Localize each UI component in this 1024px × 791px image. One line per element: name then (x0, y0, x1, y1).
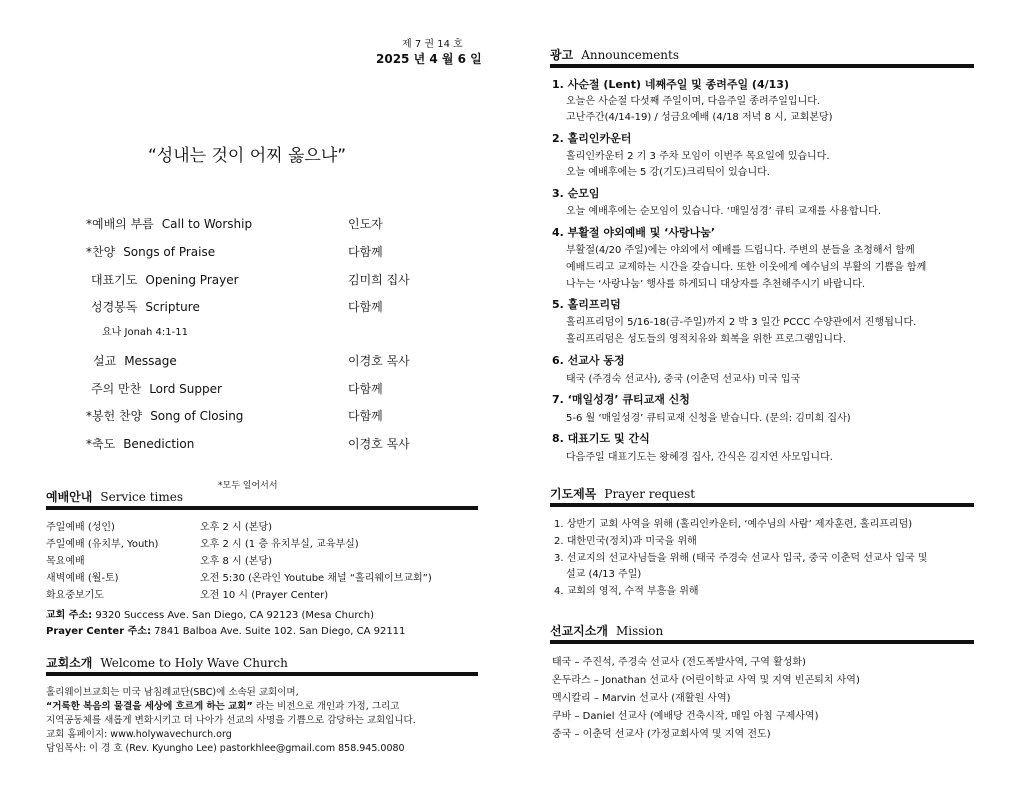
mission-item: 멕시칼리 – Marvin 선교사 (재활원 사역) (552, 693, 731, 704)
order-item-leader: 다함께 (348, 409, 383, 423)
announcement-title: 2. 홀리인카운터 (552, 132, 632, 145)
service-times-header-ko: 예배안내 (46, 490, 93, 504)
mission-item: 온두라스 – Jonathan 선교사 (어린이학교 사역 및 지역 빈곤퇴치 사역) (552, 675, 860, 686)
order-item-leader: 김미희 집사 (348, 273, 410, 287)
mission-item: 태국 – 주진석, 주경숙 선교사 (전도폭발사역, 구역 활성화) (552, 657, 806, 668)
order-row (91, 298, 451, 316)
order-item-en: Songs of Praise (123, 245, 216, 259)
welcome-header (46, 654, 288, 671)
section-divider (550, 640, 974, 644)
service-name: 목요예배 (46, 556, 85, 567)
order-row (93, 352, 453, 370)
mission-item: 중국 – 이춘덕 선교사 (가정교회사역 및 지역 전도) (552, 729, 771, 740)
service-time: 오후 2 시 (본당) (200, 522, 273, 533)
prayer-item: 설교 (4/13 주일) (566, 569, 642, 580)
service-name: 새벽예배 (월-토) (46, 573, 119, 584)
service-row (46, 552, 273, 567)
service-time: 오전 10 시 (Prayer Center) (200, 590, 329, 601)
order-item-en: Opening Prayer (145, 273, 239, 287)
church-address-text: 9320 Success Ave. San Diego, CA 92123 (Mesa Church) (95, 610, 374, 621)
order-item-ko: 설교 (93, 354, 117, 368)
order-item-ko: *축도 (86, 437, 116, 451)
church-address (46, 606, 374, 621)
prayer-item: 1. 상반기 교회 사역을 위해 (홀리인카운터, ‘예수님의 사람’ 제자훈련, 홀리프리덤) (554, 519, 913, 530)
mission-header-en: Mission (615, 624, 664, 638)
order-item-en: Lord Supper (149, 382, 222, 396)
order-row (86, 407, 446, 425)
order-item-en: Message (124, 354, 177, 368)
announcement-title: 5. 홀리프리덤 (552, 298, 621, 311)
announcement-text: 부활절(4/20 주일)에는 야외에서 예배를 드립니다. 주변의 분들을 초청해서 함께 (566, 245, 915, 256)
prayer-item: 3. 선교지의 선교사님들을 위해 (태국 주경숙 선교사 입국, 중국 이춘덕 선교사 입국 및 (554, 553, 928, 564)
welcome-text: 홀리웨이브교회는 미국 남침례교단(SBC)에 소속된 교회이며, (46, 687, 299, 698)
service-row (46, 586, 329, 601)
announcement-title: 3. 순모임 (552, 187, 600, 200)
order-item-en: Benediction (123, 437, 195, 451)
section-divider (46, 506, 478, 510)
announcement-text: 5-6 월 ‘매일성경’ 큐티교재 신청을 받습니다. (문의: 김미희 집사) (566, 413, 851, 424)
mission-item: 쿠바 – Daniel 선교사 (예배당 건축시작, 매일 아침 구제사역) (552, 711, 819, 722)
order-item-ko: *예배의 부름 (86, 217, 154, 231)
church-address-label: 교회 주소: (46, 610, 93, 621)
prayer-item: 4. 교회의 영적, 수적 부흥을 위해 (554, 586, 699, 597)
announcement-title: 6. 선교사 동정 (552, 354, 625, 367)
welcome-header-ko: 교회소개 (46, 656, 93, 670)
welcome-text: 지역공동체를 새롭게 변화시키고 더 나아가 선교의 사명을 기쁨으로 감당하는 교회입니다. (46, 715, 416, 726)
order-item-leader: 다함께 (348, 300, 383, 314)
prayer-header (550, 485, 695, 502)
standing-note: *모두 일어서서 (218, 481, 278, 491)
announcement-text: 다음주일 대표기도는 왕혜경 집사, 간식은 김지연 사모입니다. (566, 452, 833, 463)
prayer-center-address-text: 7841 Balboa Ave. Suite 102. San Diego, CA 92111 (154, 626, 406, 637)
section-divider (550, 64, 974, 68)
church-homepage: 교회 홈페이지: www.holywavechurch.org (46, 729, 232, 740)
order-row (91, 271, 451, 289)
service-name: 주일예배 (성인) (46, 522, 115, 533)
announcement-text: 홀리프리덤이 5/16-18(금-주일)까지 2 박 3 일간 PCCC 수양관에서 진행됩니다. (566, 317, 917, 328)
order-row (86, 243, 446, 261)
order-row (86, 215, 446, 233)
prayer-center-address-label: Prayer Center 주소: (46, 626, 151, 637)
service-time: 오전 5:30 (온라인 Youtube 채널 “홀리웨이브교회”) (200, 573, 432, 584)
order-item-leader: 다함께 (348, 382, 383, 396)
welcome-header-en: Welcome to Holy Wave Church (100, 656, 288, 670)
scripture-reference: 요나 Jonah 4:1-11 (102, 327, 188, 338)
mission-header-ko: 선교지소개 (550, 624, 608, 638)
prayer-item: 2. 대한민국(정치)과 미국을 위해 (554, 536, 697, 547)
announcement-text: 오늘 예배후에는 순모임이 있습니다. ‘매일성경’ 큐티 교재를 사용합니다. (566, 206, 882, 217)
service-times-header (46, 488, 183, 505)
announcement-text: 나누는 ‘사랑나눔’ 행사를 하게되니 대상자를 추천해주시기 바랍니다. (566, 279, 866, 290)
announcements-header-ko: 광고 (550, 48, 574, 62)
order-item-ko: 성경봉독 (91, 300, 138, 314)
prayer-center-address (46, 622, 405, 637)
welcome-vision (46, 698, 399, 712)
prayer-header-en: Prayer request (604, 487, 696, 501)
announcement-text: 오늘 예배후에는 5 강(기도)크리틱이 있습니다. (566, 167, 770, 178)
announcement-text: 홀리인카운터 2 기 3 주차 모임이 이번주 목요일에 있습니다. (566, 151, 830, 162)
order-item-en: Song of Closing (150, 409, 244, 423)
service-times-header-en: Service times (100, 490, 183, 504)
order-row (86, 435, 446, 453)
order-item-ko: 주의 만찬 (91, 382, 142, 396)
order-item-leader: 이경호 목사 (348, 354, 410, 368)
issue-number: 제 7 권 14 호 (402, 39, 463, 50)
service-row (46, 518, 273, 533)
announcement-text: 태국 (주경숙 선교사), 중국 (이춘덕 선교사) 미국 입국 (566, 374, 801, 385)
service-name: 주일예배 (유치부, Youth) (46, 539, 159, 550)
welcome-vision-rest: 라는 비전으로 개인과 가정, 그리고 (252, 701, 400, 712)
announcement-title: 8. 대표기도 및 간식 (552, 432, 650, 445)
order-item-ko: *찬양 (86, 245, 116, 259)
sermon-title: “성내는 것이 어찌 옳으냐” (148, 146, 347, 166)
order-item-leader: 이경호 목사 (348, 437, 410, 451)
welcome-vision-bold: “거룩한 복음의 물결을 세상에 흐르게 하는 교회” (46, 701, 253, 712)
order-row (91, 380, 451, 398)
service-time: 오후 8 시 (본당) (200, 556, 273, 567)
pastor-contact: 담임목사: 이 경 호 (Rev. Kyungho Lee) pastorkhlee@gmail.com 858.945.0080 (46, 743, 405, 754)
order-item-leader: 다함께 (348, 245, 383, 259)
announcement-title: 7. ‘매일성경’ 큐티교재 신청 (552, 393, 690, 406)
service-row (46, 569, 432, 584)
announcement-title: 1. 사순절 (Lent) 네째주일 및 종려주일 (4/13) (552, 78, 789, 91)
order-item-en: Scripture (145, 300, 200, 314)
order-item-ko: 대표기도 (91, 273, 138, 287)
mission-header (550, 622, 663, 639)
announcement-text: 오늘은 사순절 다섯째 주일이며, 다음주일 종려주일입니다. (566, 96, 821, 107)
bulletin-date: 2025 년 4 월 6 일 (376, 52, 482, 66)
service-name: 화요중보기도 (46, 590, 104, 601)
order-item-ko: *봉헌 찬양 (86, 409, 143, 423)
prayer-header-ko: 기도제목 (550, 487, 597, 501)
announcements-header (550, 46, 679, 63)
announcement-text: 홀리프리덤은 성도들의 영적치유와 회복을 위한 프로그램입니다. (566, 334, 846, 345)
service-time: 오후 2 시 (1 층 유치부실, 교육부실) (200, 539, 359, 550)
announcements-header-en: Announcements (581, 48, 680, 62)
order-item-leader: 인도자 (348, 217, 383, 231)
service-row (46, 535, 359, 550)
announcement-text: 예배드리고 교제하는 시간을 갖습니다. 또한 이웃에게 예수님의 부활의 기쁨을 함께 (566, 262, 927, 273)
section-divider (46, 672, 478, 676)
section-divider (550, 503, 974, 507)
announcement-title: 4. 부활절 야외예배 및 ‘사랑나눔’ (552, 226, 716, 239)
order-item-en: Call to Worship (161, 217, 253, 231)
announcement-text: 고난주간(4/14-19) / 성금요예배 (4/18 저녁 8 시, 교회본당) (566, 112, 833, 123)
